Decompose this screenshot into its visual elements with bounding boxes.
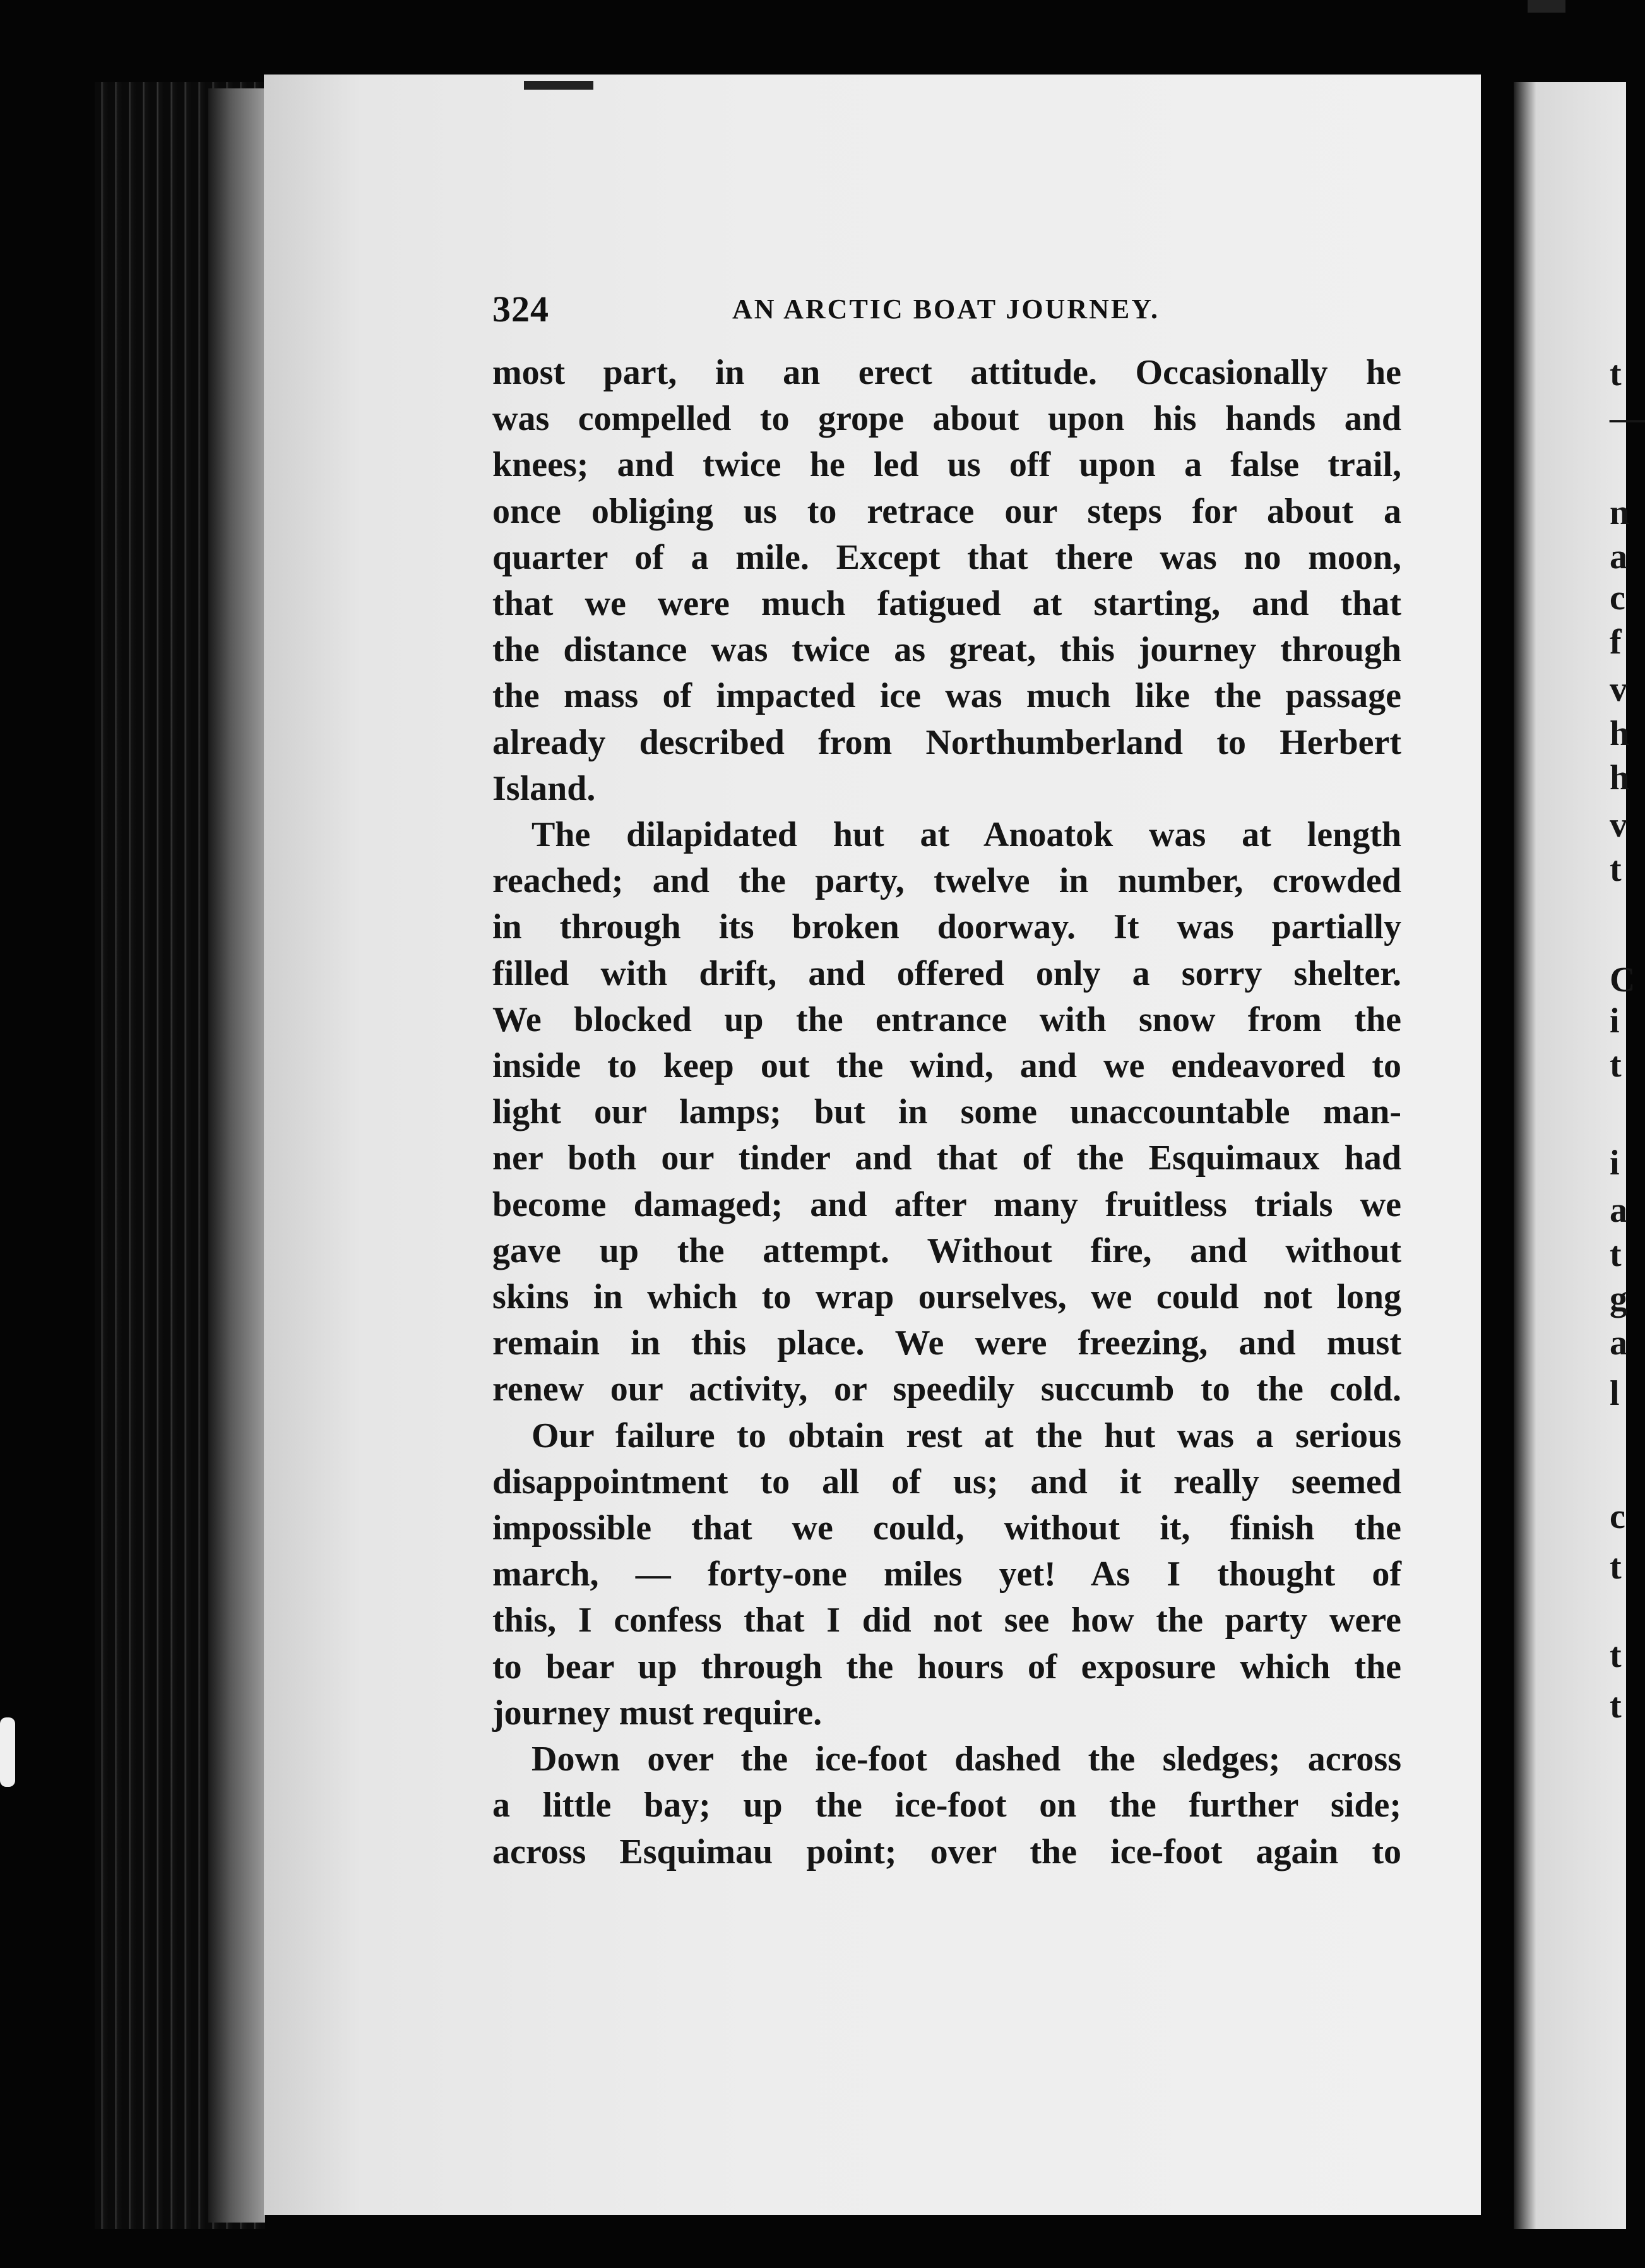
text-line: quarter of a mile. Except that there was no moon, bbox=[492, 537, 1401, 577]
facing-page-letter: c bbox=[1610, 1497, 1625, 1536]
body-text bbox=[492, 350, 1401, 1875]
text-line: inside to keep out the wind, and we endeavored to bbox=[492, 1046, 1401, 1086]
text-line: that we were much fatigued at starting, and that bbox=[492, 584, 1401, 624]
facing-page-letter: t bbox=[1610, 850, 1622, 889]
text-line: disappointment to all of us; and it really seemed bbox=[492, 1462, 1401, 1501]
text-line: already described from Northumberland to Herbert bbox=[492, 722, 1401, 762]
text-line: to bear up through the hours of exposure which the bbox=[492, 1647, 1401, 1686]
text-line: light our lamps; but in some unaccountable man- bbox=[492, 1092, 1401, 1132]
text-line: Down over the ice-foot dashed the sledges; across bbox=[532, 1740, 1401, 1779]
facing-page-letter: h bbox=[1610, 714, 1630, 753]
facing-page-letter: i bbox=[1610, 1001, 1620, 1041]
book-page bbox=[264, 75, 1481, 2215]
facing-page-letter: v bbox=[1610, 806, 1627, 845]
text-line: was compelled to grope about upon his hands and bbox=[492, 399, 1401, 439]
text-line: once obliging us to retrace our steps for about a bbox=[492, 491, 1401, 531]
facing-page-letter: a bbox=[1610, 1323, 1627, 1363]
facing-page-letter: h bbox=[1610, 758, 1630, 797]
facing-page-letter: C bbox=[1610, 960, 1636, 1000]
page-number: 324 bbox=[492, 289, 549, 330]
text-line: the mass of impacted ice was much like the passage bbox=[492, 676, 1401, 716]
text-line: this, I confess that I did not see how the party were bbox=[492, 1601, 1401, 1640]
text-line: a little bay; up the ice-foot on the further side; bbox=[492, 1786, 1401, 1825]
text-line: renew our activity, or speedily succumb to the cold. bbox=[492, 1370, 1401, 1409]
text-line: march, — forty-one miles yet! As I thought of bbox=[492, 1555, 1401, 1594]
text-line: most part, in an erect attitude. Occasionally he bbox=[492, 353, 1401, 392]
text-line: the distance was twice as great, this journey through bbox=[492, 630, 1401, 670]
ink-speck bbox=[524, 81, 593, 90]
running-title: AN ARCTIC BOAT JOURNEY. bbox=[732, 294, 1160, 325]
page-header bbox=[492, 288, 1439, 338]
facing-page-letter: t bbox=[1610, 1046, 1622, 1085]
facing-page-letter: i bbox=[1610, 1143, 1620, 1183]
text-line: become damaged; and after many fruitless trials we bbox=[492, 1185, 1401, 1224]
facing-page-letter: — bbox=[1610, 398, 1645, 438]
facing-page-letter: f bbox=[1610, 623, 1622, 662]
text-line: The dilapidated hut at Anoatok was at length bbox=[532, 815, 1401, 855]
text-line: knees; and twice he led us off upon a false trail, bbox=[492, 445, 1401, 485]
text-line: across Esquimau point; over the ice-foot again to bbox=[492, 1832, 1401, 1871]
facing-page-letter: a bbox=[1610, 1191, 1627, 1230]
facing-page-letter: l bbox=[1610, 1374, 1620, 1413]
facing-page-letter: v bbox=[1610, 670, 1627, 709]
text-line: reached; and the party, twelve in number, crowded bbox=[492, 861, 1401, 901]
facing-page-letter: g bbox=[1610, 1279, 1627, 1318]
text-line: in through its broken doorway. It was partially bbox=[492, 907, 1401, 947]
text-line: Island. bbox=[492, 768, 596, 808]
facing-page-letter: t bbox=[1610, 354, 1622, 393]
text-line: Our failure to obtain rest at the hut was a serious bbox=[532, 1416, 1401, 1455]
text-line: impossible that we could, without it, finish the bbox=[492, 1508, 1401, 1548]
facing-page-letter: t bbox=[1610, 1235, 1622, 1274]
facing-page-letter: a bbox=[1610, 537, 1627, 576]
text-line: ner both our tinder and that of the Esquimaux had bbox=[492, 1138, 1401, 1178]
page-stack-edge bbox=[208, 88, 265, 2223]
facing-page-letter: n bbox=[1610, 493, 1630, 532]
facing-page-letter: t bbox=[1610, 1636, 1622, 1675]
text-line: We blocked up the entrance with snow from the bbox=[492, 1000, 1401, 1039]
facing-page-letter: c bbox=[1610, 578, 1625, 618]
text-line: remain in this place. We were freezing, and must bbox=[492, 1323, 1401, 1363]
facing-page-letter: t bbox=[1610, 1686, 1622, 1726]
text-line: filled with drift, and offered only a sorry shelter. bbox=[492, 953, 1401, 993]
facing-page-letter: t bbox=[1610, 1548, 1622, 1587]
text-line: gave up the attempt. Without fire, and without bbox=[492, 1231, 1401, 1270]
ink-speck bbox=[1528, 0, 1565, 13]
text-line: journey must require. bbox=[492, 1693, 822, 1733]
text-line: skins in which to wrap ourselves, we could not long bbox=[492, 1277, 1401, 1317]
scan-edge-mark bbox=[0, 1717, 15, 1787]
